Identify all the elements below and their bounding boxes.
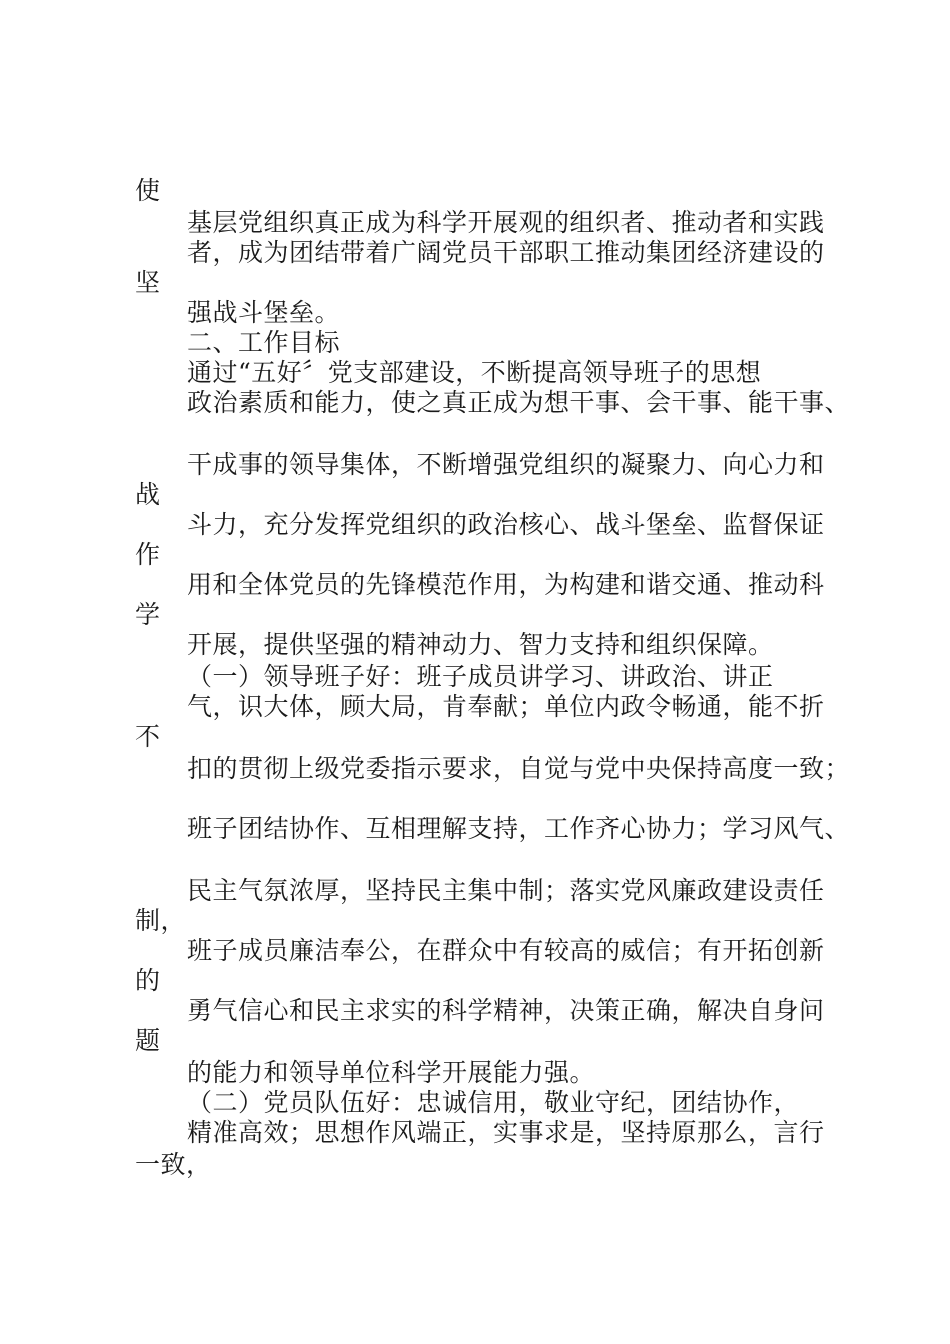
text-line: 题 [135,1026,161,1055]
text-line: 学 [135,600,161,629]
text-line: 开展，提供坚强的精神动力、智力支持和组织保障。 [187,630,774,659]
text-line: 的能力和领导单位科学开展能力强。 [187,1058,596,1087]
text-line: 气，识大体，顾大局，肯奉献；单位内政令畅通，能不折 [187,692,825,721]
text-line: 斗力，充分发挥党组织的政治核心、战斗堡垒、监督保证 [187,510,825,539]
text-line: 坚 [135,268,161,297]
text-line: 战 [135,480,161,509]
text-line: 一致， [135,1150,212,1179]
text-line: 民主气氛浓厚，坚持民主集中制；落实党风廉政建设责任 [187,876,825,905]
text-line: 班子团结协作、互相理解支持，工作齐心协力；学习风气、 [187,814,851,843]
text-line: 者，成为团结带着广阔党员干部职工推动集团经济建设的 [187,238,825,267]
section-heading: 二、工作目标 [187,328,341,357]
text-line: （一）领导班子好：班子成员讲学习、讲政治、讲正 [187,662,774,691]
text-line: 制， [135,906,187,935]
text-line: 扣的贯彻上级党委指示要求，自觉与党中央保持高度一致； [187,754,851,783]
text-line: 通过“五好〞党支部建设，不断提高领导班子的思想 [187,358,762,387]
text-line: 使 [135,176,161,205]
text-line: 不 [135,722,161,751]
text-line: 基层党组织真正成为科学开展观的组织者、推动者和实践 [187,208,825,237]
text-line: 勇气信心和民主求实的科学精神，决策正确，解决自身问 [187,996,825,1025]
text-line: 干成事的领导集体，不断增强党组织的凝聚力、向心力和 [187,450,825,479]
text-line: 班子成员廉洁奉公，在群众中有较高的威信；有开拓创新 [187,936,825,965]
text-line: 用和全体党员的先锋模范作用，为构建和谐交通、推动科 [187,570,825,599]
text-line: 强战斗堡垒。 [187,298,341,327]
text-line: 的 [135,966,161,995]
text-line: 政治素质和能力，使之真正成为想干事、会干事、能干事、 [187,388,851,417]
text-line: 精准高效；思想作风端正，实事求是，坚持原那么，言行 [187,1118,825,1147]
text-line: 作 [135,540,161,569]
text-line: （二）党员队伍好：忠诚信用，敬业守纪，团结协作， [187,1088,800,1117]
